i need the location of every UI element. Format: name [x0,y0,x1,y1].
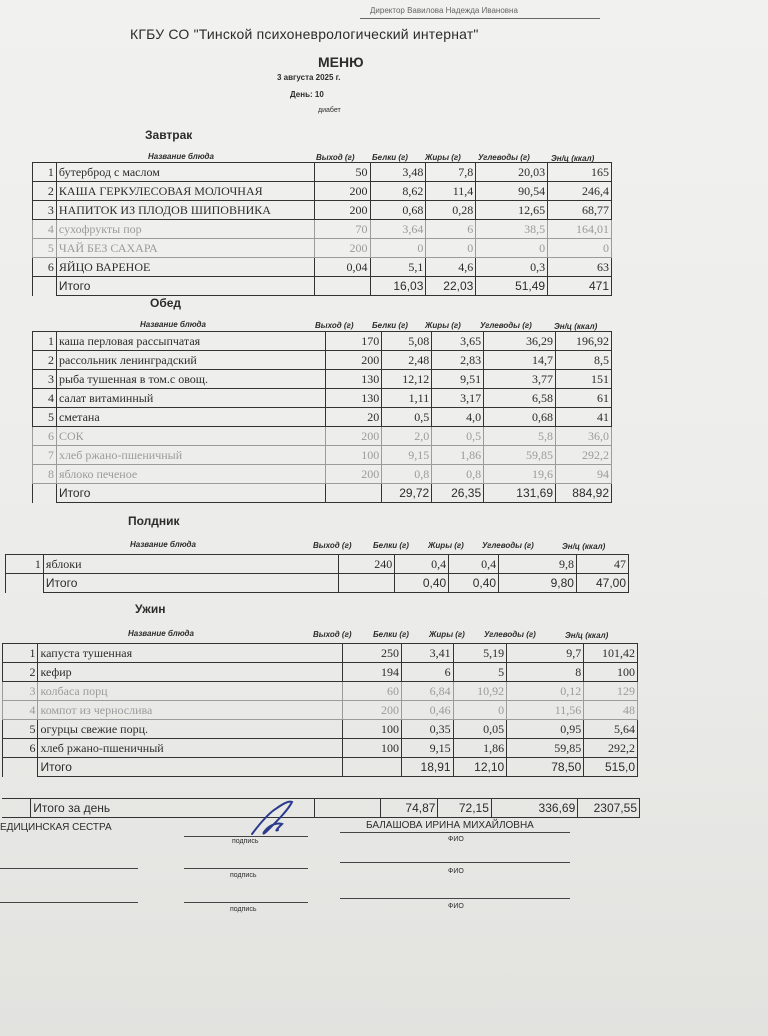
dish-name: ЯЙЦО ВАРЕНОЕ [56,258,314,277]
col-energy-header: Эн/ц (ккал) [562,542,606,551]
total-row [6,574,629,593]
dish-carbs: 3,77 [484,370,556,389]
col-name-header: Название блюда [140,320,206,329]
row-number: 6 [3,739,38,758]
dish-name: яблоко печеное [56,465,326,484]
dish-fat: 0,8 [432,465,484,484]
dish-carbs: 14,7 [484,351,556,370]
total-label: Итого [38,758,342,777]
empty-cell [314,277,370,296]
dish-energy: 100 [584,663,638,682]
dish-energy: 61 [556,389,612,408]
sign-caption: подпись [230,906,257,913]
dish-carbs: 20,03 [476,163,548,182]
total-carbs: 78,50 [507,758,584,777]
dish-energy: 151 [556,370,612,389]
dish-fat: 3,17 [432,389,484,408]
dish-fat: 10,92 [453,682,507,701]
dish-protein: 6 [401,663,453,682]
total-energy: 515,0 [584,758,638,777]
dish-carbs: 59,85 [484,446,556,465]
dish-name: хлеб ржано-пшеничный [56,446,326,465]
dish-output: 70 [314,220,370,239]
day-total-row [2,799,640,818]
table-row [33,408,612,427]
dish-energy: 0 [548,239,612,258]
dish-carbs: 6,58 [484,389,556,408]
dish-fat: 0,4 [449,555,499,574]
row-number: 8 [33,465,57,484]
total-protein: 0,40 [395,574,449,593]
dish-output: 50 [314,163,370,182]
dish-output: 200 [326,427,382,446]
dish-carbs: 0,3 [476,258,548,277]
dish-protein: 0,4 [395,555,449,574]
dish-carbs: 5,8 [484,427,556,446]
dish-energy: 94 [556,465,612,484]
director-underline [360,18,600,19]
page-title: МЕНЮ [318,54,364,70]
fio-line [340,898,570,899]
dish-output: 200 [314,239,370,258]
empty-cell [3,758,38,777]
total-carbs: 51,49 [476,277,548,296]
signature-line [184,902,308,903]
dish-energy: 246,4 [548,182,612,201]
col-output-header: Выход (г) [313,630,352,639]
fio-line [340,832,570,833]
total-protein: 29,72 [382,484,432,503]
snack-heading: Полдник [128,514,180,528]
dish-carbs: 0,12 [507,682,584,701]
day-total-fat: 72,15 [438,799,491,818]
dish-fat: 9,51 [432,370,484,389]
role-line [0,902,138,903]
dish-fat: 4,0 [432,408,484,427]
col-carbs-header: Углеводы (г) [480,321,532,330]
col-output-header: Выход (г) [316,153,355,162]
row-number: 2 [3,663,38,682]
fio-caption: ФИО [448,868,464,875]
dish-output: 20 [326,408,382,427]
empty-cell [326,484,382,503]
dish-output: 200 [326,465,382,484]
dish-protein: 9,15 [382,446,432,465]
col-protein-header: Белки (г) [373,541,409,550]
dish-name: сметана [56,408,326,427]
row-number: 4 [3,701,38,720]
table-row [3,663,638,682]
dish-fat: 0,28 [426,201,476,220]
dish-protein: 8,62 [370,182,426,201]
sign-caption: подпись [232,838,259,845]
dish-name: бутерброд с маслом [56,163,314,182]
dish-name: СОК [56,427,326,446]
total-carbs: 9,80 [499,574,577,593]
dish-energy: 8,5 [556,351,612,370]
dish-fat: 0,5 [432,427,484,446]
row-number: 5 [33,239,57,258]
dish-output: 200 [342,701,401,720]
dish-fat: 0 [426,239,476,258]
col-carbs-header: Углеводы (г) [478,153,530,162]
total-row [3,758,638,777]
row-number: 3 [33,370,57,389]
dish-output: 100 [342,720,401,739]
day-total-label: Итого за день [31,799,315,818]
menu-day: День: 10 [290,90,324,99]
table-row [33,427,612,446]
col-fat-header: Жиры (г) [425,321,461,330]
dish-fat: 1,86 [453,739,507,758]
total-protein: 18,91 [401,758,453,777]
dish-energy: 101,42 [584,644,638,663]
table-row [33,332,612,351]
total-fat: 0,40 [449,574,499,593]
dish-carbs: 0,95 [507,720,584,739]
col-carbs-header: Углеводы (г) [482,541,534,550]
institution-title: КГБУ СО "Тинской психоневрологический интернат" [130,26,479,42]
empty-cell [342,758,401,777]
dish-name: кефир [38,663,342,682]
row-number: 4 [33,220,57,239]
dish-fat: 5 [453,663,507,682]
dish-energy: 196,92 [556,332,612,351]
total-label: Итого [56,484,326,503]
dish-output: 200 [326,351,382,370]
empty-cell [6,574,44,593]
dish-protein: 0,68 [370,201,426,220]
dish-energy: 36,0 [556,427,612,446]
dish-output: 0,04 [314,258,370,277]
dish-protein: 0,8 [382,465,432,484]
row-number: 5 [3,720,38,739]
col-energy-header: Эн/ц (ккал) [554,322,598,331]
dish-carbs: 38,5 [476,220,548,239]
col-fat-header: Жиры (г) [428,541,464,550]
total-energy: 884,92 [556,484,612,503]
table-row [33,465,612,484]
handwritten-signature [248,798,298,840]
dish-protein: 0 [370,239,426,258]
col-protein-header: Белки (г) [372,321,408,330]
row-number: 1 [6,555,44,574]
dish-fat: 0 [453,701,507,720]
dish-name: каша перловая рассыпчатая [56,332,326,351]
fio-caption: ФИО [448,903,464,910]
dish-fat: 6 [426,220,476,239]
total-row [33,277,612,296]
table-row [33,182,612,201]
dish-name: компот из чернослива [38,701,342,720]
col-name-header: Название блюда [128,629,194,638]
dish-carbs: 11,56 [507,701,584,720]
dish-protein: 1,11 [382,389,432,408]
col-protein-header: Белки (г) [373,630,409,639]
col-output-header: Выход (г) [315,321,354,330]
table-row [33,389,612,408]
table-row [3,720,638,739]
dish-energy: 48 [584,701,638,720]
sign-caption: подпись [230,872,257,879]
dinner-heading: Ужин [135,602,166,616]
dish-carbs: 0,68 [484,408,556,427]
role-line [0,868,138,869]
row-number: 3 [33,201,57,220]
dish-fat: 3,65 [432,332,484,351]
total-fat: 22,03 [426,277,476,296]
dish-output: 100 [342,739,401,758]
dish-output: 240 [339,555,395,574]
lunch-table [32,331,612,503]
dish-name: хлеб ржано-пшеничный [38,739,342,758]
day-total-energy: 2307,55 [578,799,640,818]
dish-carbs: 9,8 [499,555,577,574]
dish-fat: 4,6 [426,258,476,277]
dish-carbs: 8 [507,663,584,682]
dish-fat: 11,4 [426,182,476,201]
dish-name: огурцы свежие порц. [38,720,342,739]
dish-energy: 165 [548,163,612,182]
dish-name: сухофрукты пор [56,220,314,239]
dish-fat: 1,86 [432,446,484,465]
dish-name: яблоки [43,555,338,574]
empty-cell [339,574,395,593]
dish-protein: 0,5 [382,408,432,427]
row-number: 5 [33,408,57,427]
dish-output: 100 [326,446,382,465]
dish-protein: 0,46 [401,701,453,720]
dish-protein: 5,1 [370,258,426,277]
total-fat: 12,10 [453,758,507,777]
dish-output: 250 [342,644,401,663]
dish-energy: 129 [584,682,638,701]
fio-line [340,862,570,863]
lunch-heading: Обед [150,296,182,310]
dish-fat: 7,8 [426,163,476,182]
dish-protein: 5,08 [382,332,432,351]
dish-carbs: 12,65 [476,201,548,220]
dish-energy: 68,77 [548,201,612,220]
total-row [33,484,612,503]
dish-fat: 0,05 [453,720,507,739]
dish-energy: 292,2 [556,446,612,465]
row-number: 2 [33,351,57,370]
dish-name: рассольник ленинградский [56,351,326,370]
dish-protein: 3,64 [370,220,426,239]
col-fat-header: Жиры (г) [429,630,465,639]
row-number: 7 [33,446,57,465]
row-number: 3 [3,682,38,701]
dish-name: КАША ГЕРКУЛЕСОВАЯ МОЛОЧНАЯ [56,182,314,201]
total-energy: 47,00 [576,574,628,593]
dish-energy: 5,64 [584,720,638,739]
dish-output: 130 [326,389,382,408]
dish-output: 200 [314,201,370,220]
day-total-protein: 74,87 [380,799,438,818]
dish-protein: 9,15 [401,739,453,758]
dish-output: 60 [342,682,401,701]
table-row [33,370,612,389]
col-name-header: Название блюда [130,540,196,549]
dish-carbs: 9,7 [507,644,584,663]
dish-protein: 12,12 [382,370,432,389]
table-row [33,201,612,220]
dish-carbs: 19,6 [484,465,556,484]
table-row [6,555,629,574]
signatory-name: БАЛАШОВА ИРИНА МИХАЙЛОВНА [366,820,534,831]
dish-protein: 2,48 [382,351,432,370]
dish-carbs: 90,54 [476,182,548,201]
dish-name: салат витаминный [56,389,326,408]
total-label: Итого [56,277,314,296]
dinner-table [2,643,638,777]
table-row [3,644,638,663]
dish-fat: 2,83 [432,351,484,370]
total-label: Итого [43,574,338,593]
dish-protein: 0,35 [401,720,453,739]
dish-protein: 2,0 [382,427,432,446]
dish-protein: 6,84 [401,682,453,701]
dish-energy: 292,2 [584,739,638,758]
diet-type: диабет [318,107,341,114]
row-number: 1 [33,332,57,351]
table-row [3,739,638,758]
table-row [33,239,612,258]
dish-protein: 3,48 [370,163,426,182]
dish-name: ЧАЙ БЕЗ САХАРА [56,239,314,258]
empty-cell [33,484,57,503]
col-name-header: Название блюда [148,152,214,161]
col-energy-header: Эн/ц (ккал) [565,631,609,640]
table-row [3,682,638,701]
dish-name: НАПИТОК ИЗ ПЛОДОВ ШИПОВНИКА [56,201,314,220]
dish-carbs: 36,29 [484,332,556,351]
row-number: 4 [33,389,57,408]
table-row [33,163,612,182]
dish-name: колбаса порц [38,682,342,701]
dish-energy: 63 [548,258,612,277]
row-number: 1 [33,163,57,182]
dish-energy: 164,01 [548,220,612,239]
dish-name: рыба тушенная в том.с овощ. [56,370,326,389]
dish-output: 170 [326,332,382,351]
snack-table [5,554,629,593]
row-number: 6 [33,427,57,446]
table-row [33,258,612,277]
table-row [3,701,638,720]
col-energy-header: Эн/ц (ккал) [551,154,595,163]
dish-energy: 47 [576,555,628,574]
empty-cell [33,277,57,296]
row-number: 2 [33,182,57,201]
dish-energy: 41 [556,408,612,427]
signature-line [184,868,308,869]
col-output-header: Выход (г) [313,541,352,550]
dish-fat: 5,19 [453,644,507,663]
row-number: 6 [33,258,57,277]
breakfast-heading: Завтрак [145,128,193,142]
table-row [33,351,612,370]
row-number: 1 [3,644,38,663]
director-line: Директор Вавилова Надежда Ивановна [370,6,518,15]
dish-carbs: 0 [476,239,548,258]
fio-caption: ФИО [448,836,464,843]
dish-output: 130 [326,370,382,389]
total-carbs: 131,69 [484,484,556,503]
dish-name: капуста тушенная [38,644,342,663]
total-protein: 16,03 [370,277,426,296]
col-protein-header: Белки (г) [372,153,408,162]
signatory-role: ЕДИЦИНСКАЯ СЕСТРА [0,822,112,833]
table-row [33,220,612,239]
dish-protein: 3,41 [401,644,453,663]
total-fat: 26,35 [432,484,484,503]
col-carbs-header: Углеводы (г) [484,630,536,639]
dish-carbs: 59,85 [507,739,584,758]
col-fat-header: Жиры (г) [425,153,461,162]
dish-output: 200 [314,182,370,201]
total-energy: 471 [548,277,612,296]
day-total-table [2,798,640,818]
menu-date: 3 августа 2025 г. [277,73,341,82]
dish-output: 194 [342,663,401,682]
day-total-carbs: 336,69 [491,799,577,818]
breakfast-table [32,162,612,296]
table-row [33,446,612,465]
